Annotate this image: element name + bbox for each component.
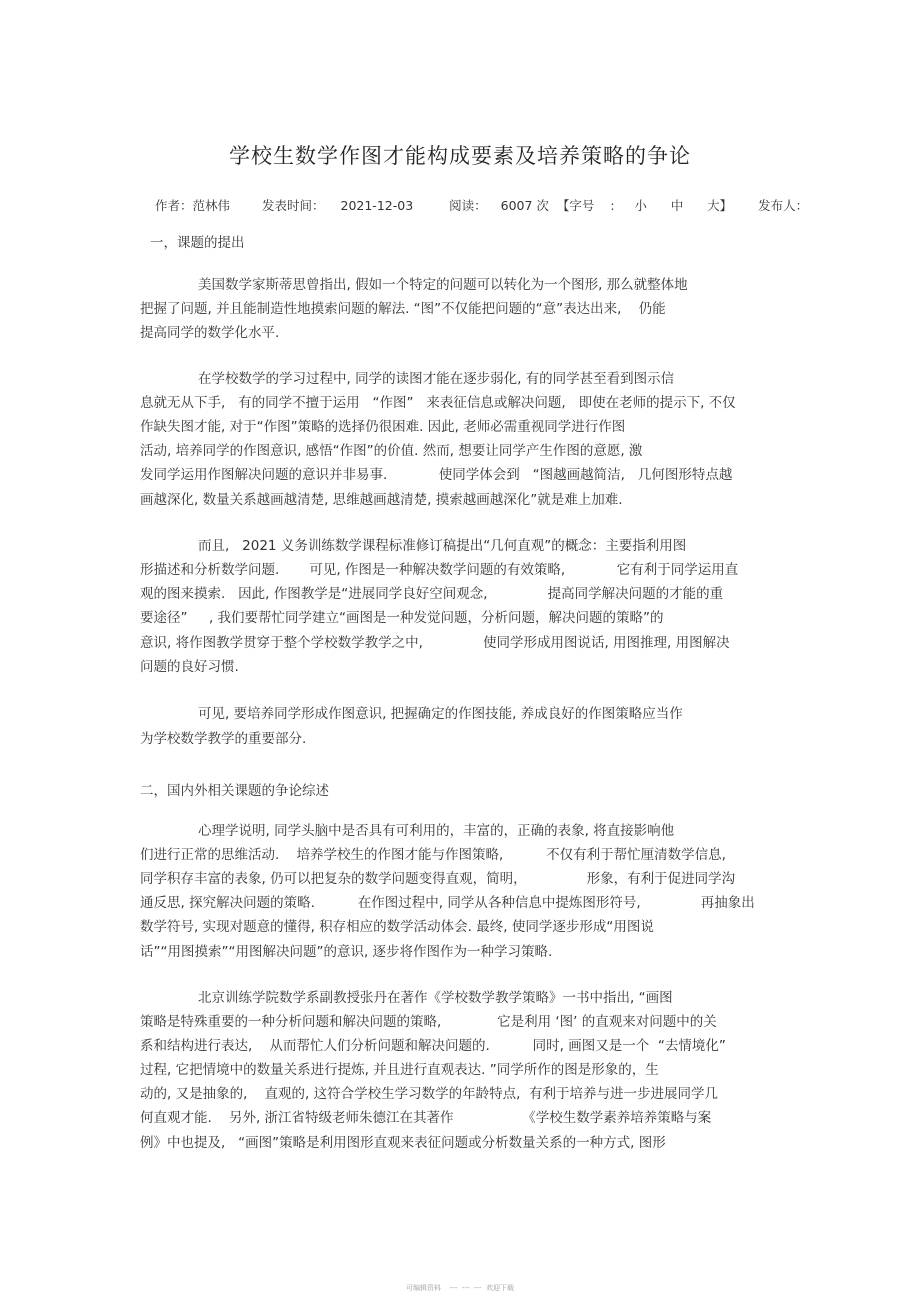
text-line: 们进行正常的思维活动. 培养学校生的作图才能与作图策略, 不仅有利于帮忙厘清数学信息,: [140, 847, 726, 863]
text-line: 通反思, 探究解决问题的策略. 在作图过程中, 同学从各种信息中提炼图形符号, 再抽象出: [140, 895, 755, 911]
publish-date: 2021-12-03: [340, 198, 414, 213]
section-heading-2: 二，国内外相关课题的争论综述: [140, 783, 329, 799]
text-line: 策略是特殊重要的一种分析问题和解决问题的策略, 它是利用 ‘图’ 的直观来对问题中的关: [140, 1014, 717, 1030]
text-line: 在学校数学的学习过程中, 同学的读图才能在逐步弱化, 有的同学甚至看到图示信: [198, 371, 675, 387]
read-label: 阅读：: [449, 198, 487, 213]
text-line: 同学积存丰富的表象, 仍可以把复杂的数学问题变得直观，简明， 形象，有利于促进同学沟: [140, 871, 736, 887]
text-line: 提高同学的数学化水平.: [140, 325, 280, 341]
text-line: 问题的良好习惯.: [140, 659, 239, 675]
text-line: 例》中也提及, “画图”策略是利用图形直观来表征问题或分析数量关系的一种方式, 图形: [140, 1135, 666, 1151]
page-footer: 可编辑资料 --- --- --- 欢迎下载: [406, 1284, 514, 1292]
text-line: 要途径” , 我们要帮忙同学建立“画图是一种发觉问题，分析问题，解决问题的策略”的: [140, 610, 664, 626]
text-line: 北京训练学院数学系副教授张丹在著作《学校数学教学策略》一书中指出, “画图: [198, 990, 673, 1006]
date-label: 发表时间：: [262, 198, 325, 213]
text-line: 息就无从下手, 有的同学不擅于运用 “作图” 来表征信息或解决问题, 即使在老师的提示下, 不仅: [140, 395, 736, 411]
page-title: 学校生数学作图才能构成要素及培养策略的争论: [229, 144, 691, 168]
text-line: 系和结构进行表达, 从而帮忙人们分析问题和解决问题的. 同时, 画图又是一个 “去情境化”: [140, 1038, 726, 1054]
read-count: 6007 次: [500, 198, 549, 213]
font-size-switcher[interactable]: 【字号 : 小 中 大】: [556, 198, 733, 213]
text-line: 心理学说明, 同学头脑中是否具有可利用的，丰富的，正确的表象, 将直接影响他: [198, 823, 675, 839]
text-line: 意识, 将作图教学贯穿于整个学校数学教学之中, 使同学形成用图说话, 用图推理, 用图解决: [140, 635, 730, 651]
text-line: 何直观才能. 另外, 浙江省特级老师朱德江在其著作 《学校生数学素养培养策略与案: [140, 1110, 712, 1126]
author: 作者：范林伟: [155, 198, 231, 213]
text-line: 画越深化, 数量关系越画越清楚, 思维越画越清楚, 摸索越画越深化”就是难上加难.: [140, 492, 623, 508]
text-line: 作缺失图才能, 对于“作图”策略的选择仍很困难. 因此, 老师必需重视同学进行作图: [140, 419, 626, 435]
publisher: 发布人：: [758, 198, 809, 213]
text-line: 动的, 又是抽象的, 直观的, 这符合学校生学习数学的年龄特点, 有利于培养与进一步进展同学几: [140, 1086, 718, 1102]
text-line: 过程, 它把情境中的数量关系进行提炼, 并且进行直观表达. ”同学所作的图是形象的，生: [140, 1062, 659, 1078]
text-line: 把握了问题, 并且能制造性地摸索问题的解法. “图”不仅能把问题的“意”表达出来, 仍能: [140, 301, 666, 317]
text-line: 而且, 2021 义务训练数学课程标准修订稿提出“几何直观”的概念：主要指利用图: [198, 538, 687, 554]
text-line: 发同学运用作图解决问题的意识并非易事. 使同学体会到 “图越画越简洁, 几何图形特点越: [140, 467, 733, 483]
article-meta: [155, 196, 809, 214]
text-line: 活动, 培养同学的作图意识, 感悟“作图”的价值. 然而, 想要让同学产生作图的意愿, 激: [140, 443, 643, 459]
text-line: 可见, 要培养同学形成作图意识, 把握确定的作图技能, 养成良好的作图策略应当作: [198, 706, 683, 722]
text-line: 观的图来摸索. 因此, 作图教学是“进展同学良好空间观念, 提高同学解决问题的才能的重: [140, 586, 724, 602]
text-line: 数学符号, 实现对题意的懂得, 积存相应的数学活动体会. 最终, 使同学逐步形成“用图说: [140, 919, 654, 935]
text-line: 话”“用图摸索”“用图解决问题”的意识, 逐步将作图作为一种学习策略.: [140, 944, 553, 960]
section-heading-1: 一，课题的提出: [150, 235, 245, 251]
text-line: 为学校数学教学的重要部分.: [140, 731, 307, 747]
text-line: 形描述和分析数学问题. 可见, 作图是一种解决数学问题的有效策略, 它有利于同学运用直: [140, 562, 739, 578]
text-line: 美国数学家斯蒂思曾指出, 假如一个特定的问题可以转化为一个图形, 那么就整体地: [198, 277, 688, 293]
